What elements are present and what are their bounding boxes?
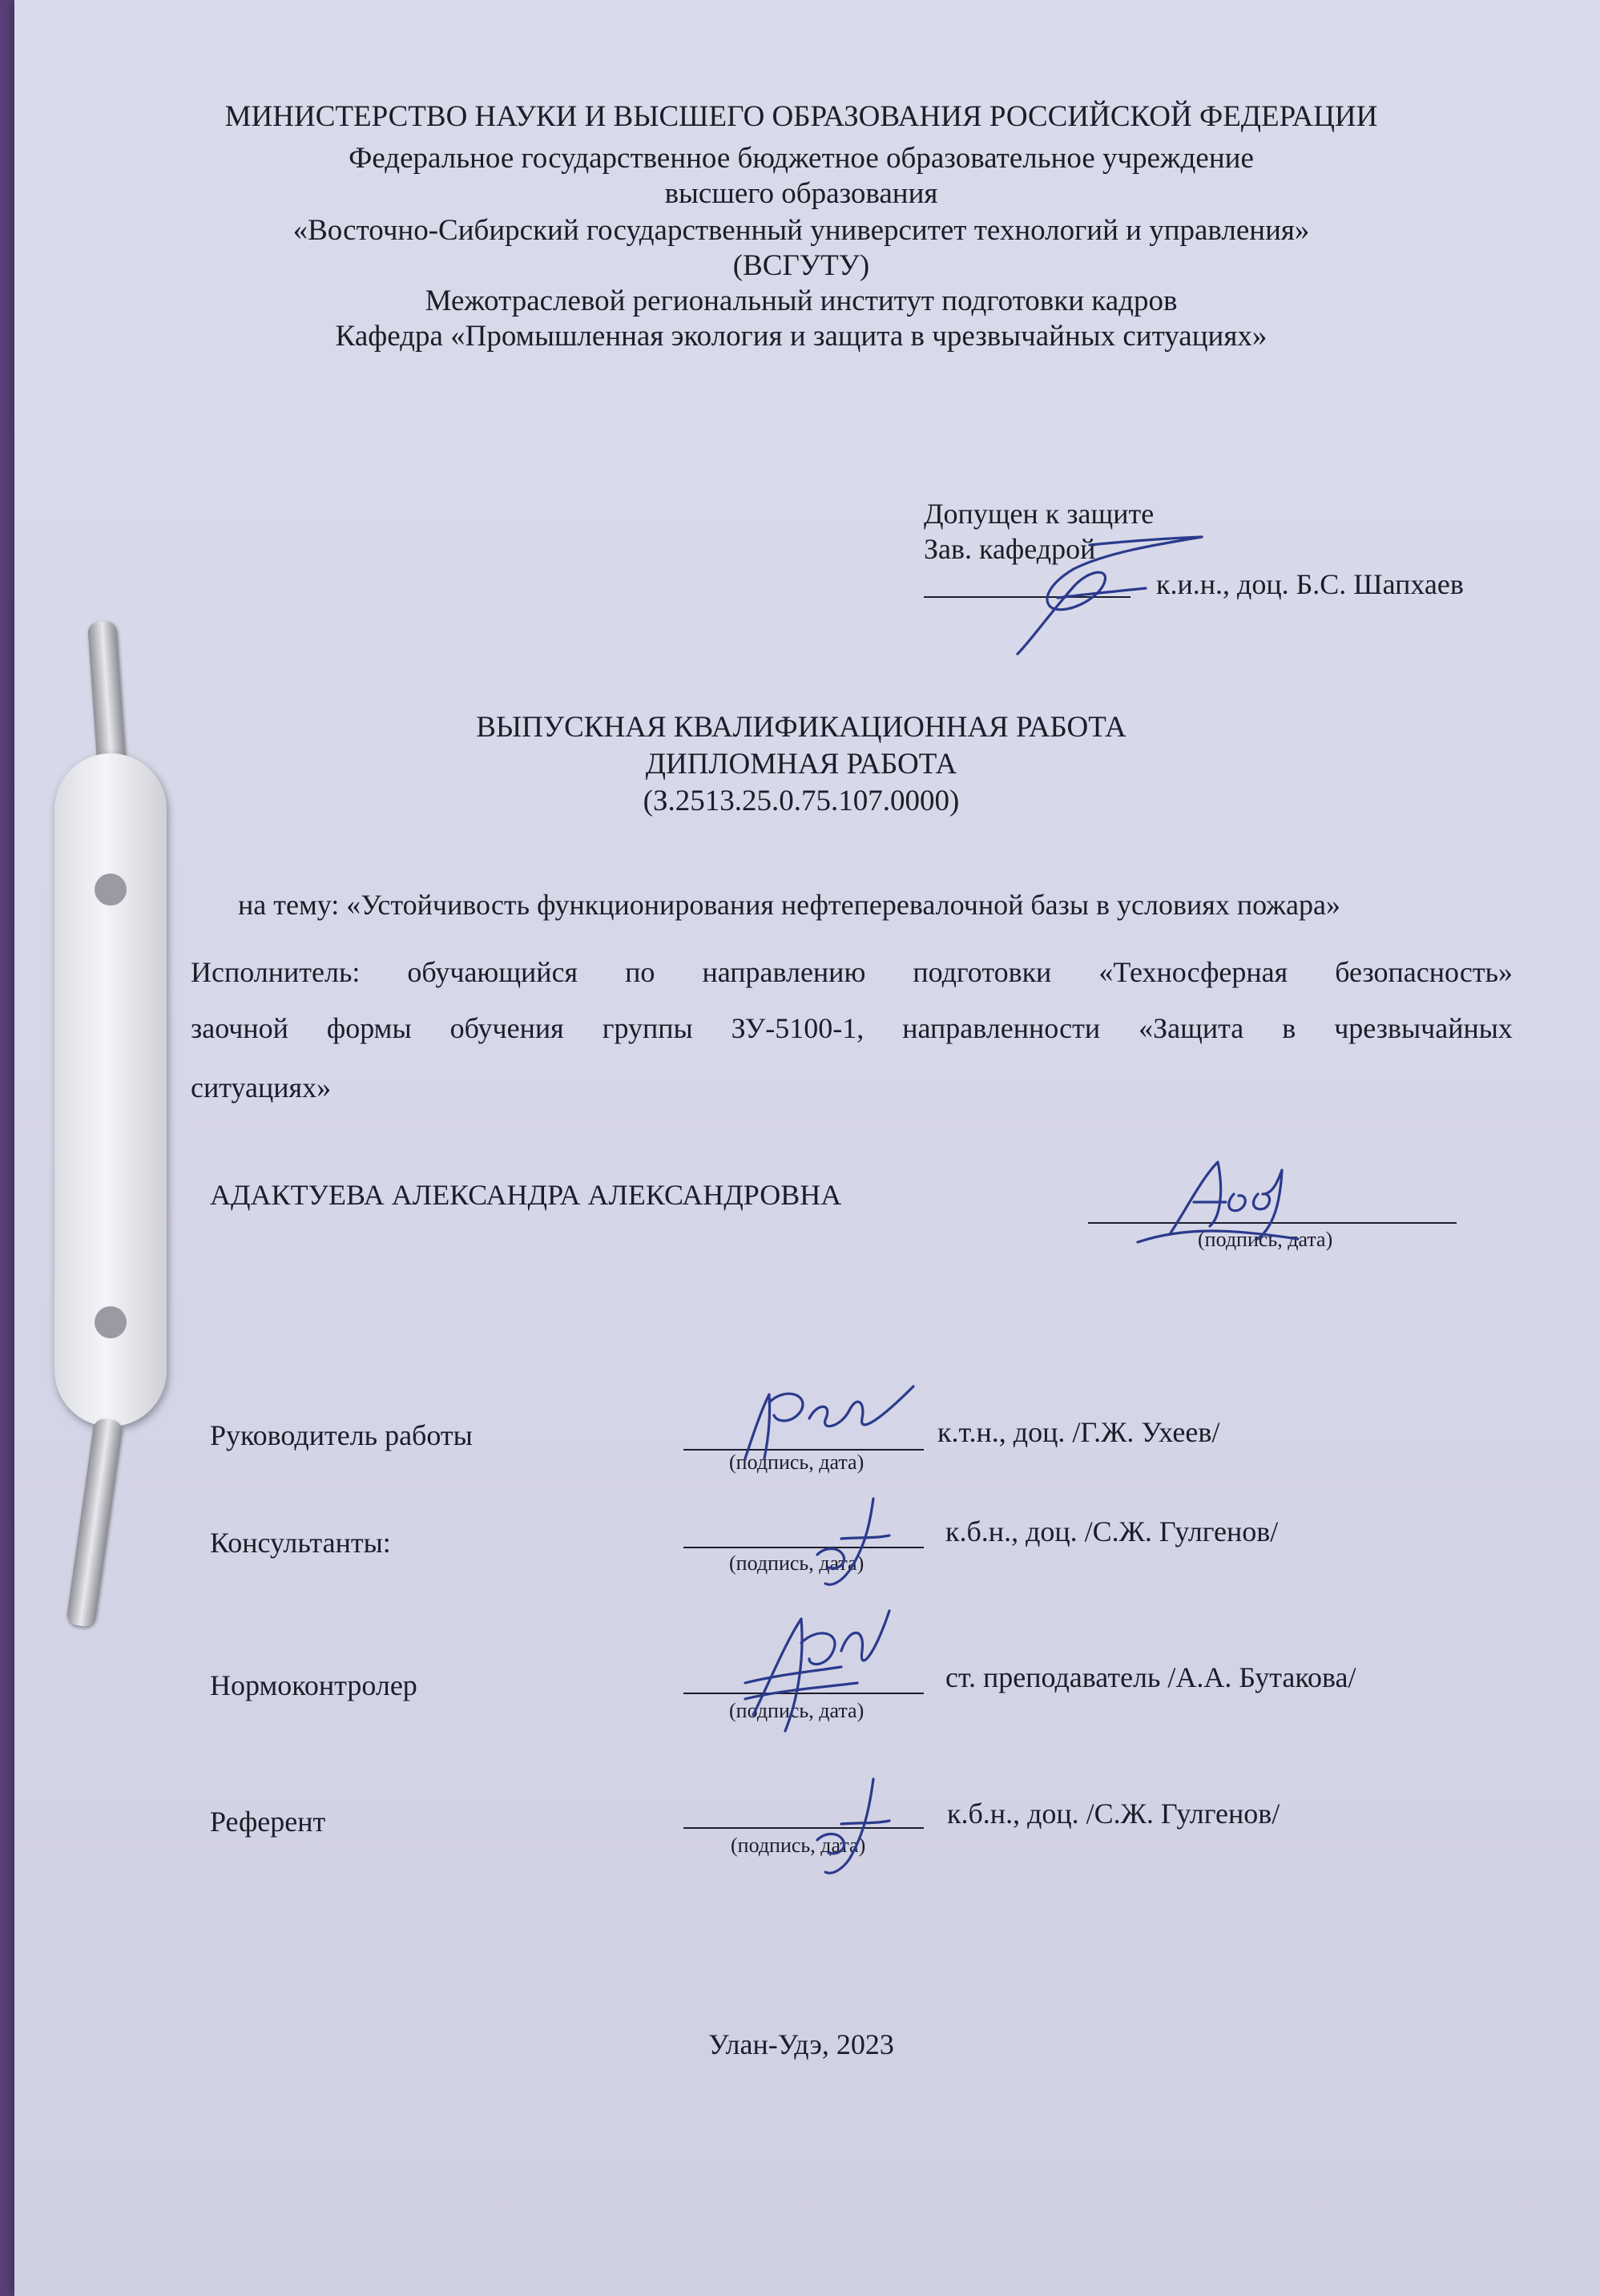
supervisor-person: к.т.н., доц. /Г.Ж. Ухеев/ — [937, 1416, 1220, 1448]
consultant-role: Консультанты: — [210, 1527, 391, 1559]
consultant-signature-caption: (подпись, дата) — [729, 1552, 864, 1575]
binder-hole — [95, 1306, 127, 1338]
performer-word: чрезвычайных — [1334, 1012, 1513, 1044]
performer-word: обучения — [449, 1012, 564, 1044]
performer-line2 — [191, 1011, 1513, 1045]
performer-line3: ситуациях» — [191, 1071, 332, 1104]
performer-word: подготовки — [913, 956, 1052, 988]
supervisor-role: Руководитель работы — [210, 1419, 473, 1451]
head-label: Зав. кафедрой — [924, 533, 1096, 565]
performer-word: направленности — [902, 1012, 1101, 1044]
work-topic: на тему: «Устойчивость функционирования нефтеперевалочной базы в условиях пожара» — [238, 889, 1341, 921]
institution-type-line: Федеральное государственное бюджетное образовательное учреждение — [349, 142, 1254, 175]
normocontroller-role: Нормоконтролер — [210, 1669, 417, 1701]
performer-word: «Защита — [1139, 1012, 1244, 1044]
supervisor-signature — [721, 1370, 929, 1475]
ministry-line: МИНИСТЕРСТВО НАУКИ И ВЫСШЕГО ОБРАЗОВАНИЯ РОССИЙСКОЙ ФЕДЕРАЦИИ — [224, 100, 1378, 133]
performer-word: безопасность» — [1335, 956, 1513, 988]
university-line: «Восточно-Сибирский государственный университет технологий и управления» — [292, 214, 1310, 247]
institute-line: Межотраслевой региональный институт подготовки кадров — [425, 284, 1178, 317]
normocontroller-person: ст. преподаватель /А.А. Бутакова/ — [945, 1661, 1356, 1693]
normocontroller-signature-caption: (подпись, дата) — [729, 1699, 864, 1722]
performer-word: по — [625, 956, 655, 988]
performer-word: «Техносферная — [1098, 956, 1288, 988]
abbreviation-line: (ВСГУТУ) — [732, 249, 870, 282]
performer-word: заочной — [191, 1012, 288, 1044]
performer-word: в — [1282, 1012, 1296, 1044]
city-year: Улан-Удэ, 2023 — [708, 2028, 894, 2060]
admitted-label: Допущен к защите — [924, 498, 1155, 530]
referent-signature-caption: (подпись, дата) — [731, 1834, 866, 1857]
performer-line1 — [191, 955, 1513, 989]
department-line: Кафедра «Промышленная экология и защита в чрезвычайных ситуациях» — [335, 320, 1268, 353]
referent-role: Референт — [210, 1806, 326, 1838]
performer-name: АДАКТУЕВА АЛЕКСАНДРА АЛЕКСАНДРОВНА — [210, 1179, 842, 1211]
performer-word: ЗУ-5100-1, — [731, 1012, 864, 1044]
normocontroller-signature — [721, 1595, 913, 1747]
performer-label: Исполнитель: — [191, 956, 361, 988]
supervisor-signature-caption: (подпись, дата) — [729, 1451, 864, 1474]
referent-person: к.б.н., доц. /С.Ж. Гулгенов/ — [947, 1798, 1280, 1830]
work-type-line1: ВЫПУСКНАЯ КВАЛИФИКАЦИОННАЯ РАБОТА — [476, 711, 1126, 744]
head-signature — [961, 521, 1250, 657]
consultant-signature — [793, 1491, 905, 1595]
performer-word: формы — [326, 1012, 412, 1044]
work-type-line2: ДИПЛОМНАЯ РАБОТА — [645, 748, 957, 781]
work-code: (З.2513.25.0.75.107.0000) — [643, 785, 960, 817]
performer-signature-caption: (подпись, дата) — [1198, 1228, 1333, 1251]
binder-strip — [54, 753, 167, 1426]
performer-word: направлению — [702, 956, 866, 988]
referent-signature — [793, 1771, 905, 1883]
head-name: к.и.н., доц. Б.С. Шапхаев — [1156, 568, 1464, 600]
performer-word: обучающийся — [407, 956, 578, 988]
consultant-person: к.б.н., доц. /С.Ж. Гулгенов/ — [945, 1515, 1279, 1547]
performer-word: группы — [602, 1012, 693, 1044]
education-level-line: высшего образования — [664, 177, 938, 210]
performer-signature — [1122, 1146, 1333, 1258]
binder-hole — [95, 874, 127, 906]
